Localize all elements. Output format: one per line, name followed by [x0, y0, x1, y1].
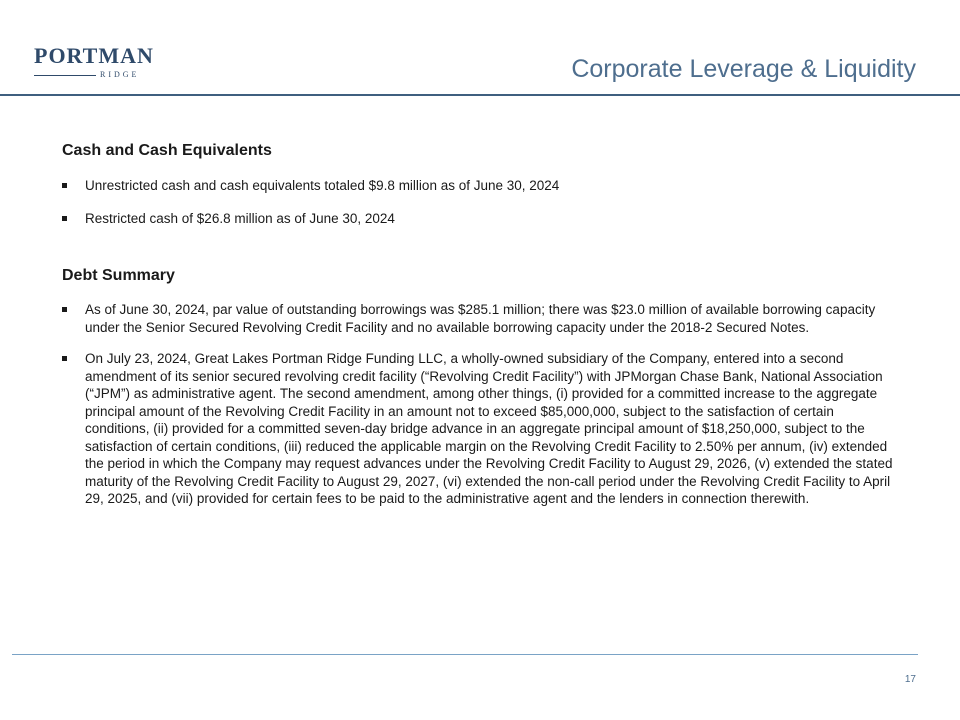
section-spacer	[62, 227, 897, 265]
logo-rule	[34, 75, 96, 76]
page-number: 17	[904, 674, 916, 685]
slide-content	[62, 140, 897, 508]
cash-bullet-restricted: Restricted cash of $26.8 million as of June 30, 2024	[62, 210, 897, 228]
cash-bullet-unrestricted: Unrestricted cash and cash equivalents totaled $9.8 million as of June 30, 2024	[62, 177, 897, 195]
debt-bullet-amendment: On July 23, 2024, Great Lakes Portman Ridge Funding LLC, a wholly-owned subsidiary of the Company, entered into a second amendment of its senior secured revolving credit facility (“Revolving Credit Facility”) with JPMorgan Chase Bank, National Association (“JPM”) as administrative agent. The second amendment, among other things, (i) provided for a committed increase to the aggregate principal amount of the Revolving Credit Facility in an amount not to exceed $85,000,000, subject to the satisfaction of certain conditions, (ii) provided for a committed seven-day bridge advance in an aggregate principal amount of $18,250,000, subject to the satisfaction of certain conditions, (iii) reduced the applicable margin on the Revolving Credit Facility to 2.50% per annum, (iv) extended the period in which the Company may request advances under the Revolving Credit Facility to August 29, 2026, (v) extended the stated maturity of the Revolving Credit Facility to August 29, 2027, (vi) extended the non-call period under the Revolving Credit Facility to April 29, 2025, and (vii) provided for certain fees to be paid to the administrative agent and the lenders in connection therewith.	[62, 350, 897, 508]
cash-section-heading: Cash and Cash Equivalents	[62, 142, 272, 159]
logo-subline	[34, 69, 154, 81]
company-logo	[34, 44, 154, 81]
debt-section-heading: Debt Summary	[62, 267, 175, 284]
footer-divider	[12, 654, 918, 655]
debt-bullet-borrowings: As of June 30, 2024, par value of outstanding borrowings was $285.1 million; there was $23.0 million of available borrowing capacity under the Senior Secured Revolving Credit Facility and no available borrowing capacity under the 2018-2 Secured Notes.	[62, 301, 897, 336]
debt-bullet-list	[62, 301, 897, 508]
cash-bullet-list	[62, 177, 897, 227]
logo-wordmark: PORTMAN	[34, 43, 154, 68]
page-title: Corporate Leverage & Liquidity	[571, 55, 916, 83]
logo-subtext: RIDGE	[100, 70, 140, 79]
header-divider	[0, 94, 960, 96]
